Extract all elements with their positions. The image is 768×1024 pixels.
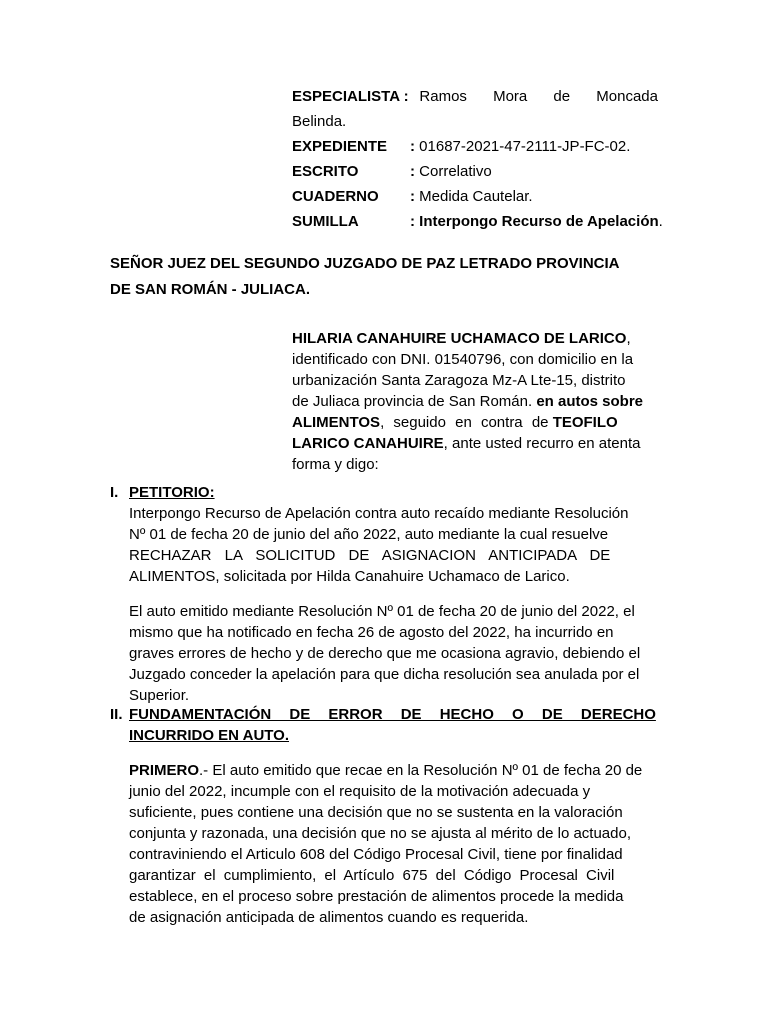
party-line7: forma y digo:: [292, 456, 379, 473]
section2-title-line2: INCURRIDO EN AUTO.: [129, 727, 290, 744]
escrito-label: ESCRITO: [292, 163, 359, 180]
escrito-value: Correlativo: [419, 163, 492, 180]
case-header: [292, 84, 663, 234]
addressee-line2: DE SAN ROMÁN - JULIACA.: [110, 281, 311, 298]
party-line6b: , ante usted recurro en atenta: [443, 435, 641, 452]
party-line3: urbanización Santa Zaragoza Mz-A Lte-15, distrito: [292, 372, 626, 389]
party-line5c: TEOFILO: [552, 414, 618, 431]
party-line5b: , seguido en contra de: [380, 414, 549, 431]
section1-paragraph2: El auto emitido mediante Resolución Nº 01 de fecha 20 de junio del 2022, el mismo que ha notificado en fecha 26 de agosto del 2022, ha incurrido en graves errores de hecho y de derecho que me ocasiona agravio, debiendo el Juzgado conceder la apelación para que dicha resolución sea anulada por el Superior.: [129, 603, 641, 704]
section1-paragraph1: Interpongo Recurso de Apelación contra auto recaído mediante Resolución Nº 01 de fecha 20 de junio del año 2022, auto mediante la cual resuelve RECHAZAR LA SOLICITUD DE ASIGNACION ANTICIPADA DE ALIMENTOS, solicitada por Hilda Canahuire Uchamaco de Larico.: [129, 505, 629, 585]
party-line4b: en autos sobre: [536, 393, 644, 410]
especialista-label: ESPECIALISTA :: [292, 88, 409, 105]
cuaderno-value: Medida Cautelar.: [419, 188, 533, 205]
party-name: HILARIA CANAHUIRE UCHAMACO DE LARICO: [292, 330, 627, 347]
section1-number: I.: [110, 484, 119, 501]
section-petitorio: [110, 482, 658, 706]
party-line6a: LARICO CANAHUIRE: [292, 435, 444, 452]
escrito-row: ESCRITO : Correlativo: [292, 159, 658, 184]
party-line2: identificado con DNI. 01540796, con domicilio en la: [292, 351, 634, 368]
party-intro: HILARIA CANAHUIRE UCHAMACO DE LARICO, identificado con DNI. 01540796, con domicilio en la urbanización Santa Zaragoza Mz-A Lte-15, distrito de Juliaca provincia de San Román. en autos sobre ALIMENTOS, seguido en contra de TEOFILO LARICO CANAHUIRE, ante usted recurro en atenta forma y digo:: [292, 328, 658, 475]
especialista-row: [292, 84, 658, 109]
section-fundamentacion: [110, 704, 658, 928]
sumilla-value: Interpongo Recurso de Apelación: [419, 213, 659, 230]
especialista-value-line1: Ramos Mora de Moncada: [419, 88, 658, 105]
party-line4a: de Juliaca provincia de San Román.: [292, 393, 533, 410]
expediente-label: EXPEDIENTE: [292, 138, 388, 155]
section1-title: PETITORIO:: [129, 484, 215, 501]
addressee: [110, 251, 658, 303]
primero-label: PRIMERO: [129, 762, 200, 779]
section2-number: II.: [110, 706, 123, 723]
section2-paragraph1: PRIMERO.- El auto emitido que recae en la Resolución Nº 01 de fecha 20 de junio del 2022, incumple con el requisito de la motivación adecuada y suficiente, pues contiene una decisión que no se sustenta en la valoración conjunta y razonada, una decisión que no se ajusta al mérito de lo actuado, contraviniendo el Articulo 608 del Código Procesal Civil, tiene por finalidad garantizar el cumplimiento, el Artículo 675 del Código Procesal Civil establece, en el proceso sobre prestación de alimentos procede la medida de asignación anticipada de alimentos cuando es requerida.: [129, 762, 643, 926]
expediente-value: 01687-2021-47-2111-JP-FC-02.: [419, 138, 631, 155]
cuaderno-label: CUADERNO: [292, 188, 379, 205]
especialista-value-line2: Belinda.: [292, 113, 347, 130]
party-line5a: ALIMENTOS: [292, 414, 381, 431]
expediente-row: EXPEDIENTE : 01687-2021-47-2111-JP-FC-02.: [292, 134, 658, 159]
section2-title-line1: FUNDAMENTACIÓN DE ERROR DE HECHO O DE DERECHO: [129, 706, 656, 723]
cuaderno-row: CUADERNO : Medida Cautelar.: [292, 184, 658, 209]
addressee-line1: SEÑOR JUEZ DEL SEGUNDO JUZGADO DE PAZ LETRADO PROVINCIA: [110, 255, 620, 272]
sumilla-row: SUMILLA : Interpongo Recurso de Apelación.: [292, 209, 658, 234]
sumilla-label: SUMILLA: [292, 213, 359, 230]
